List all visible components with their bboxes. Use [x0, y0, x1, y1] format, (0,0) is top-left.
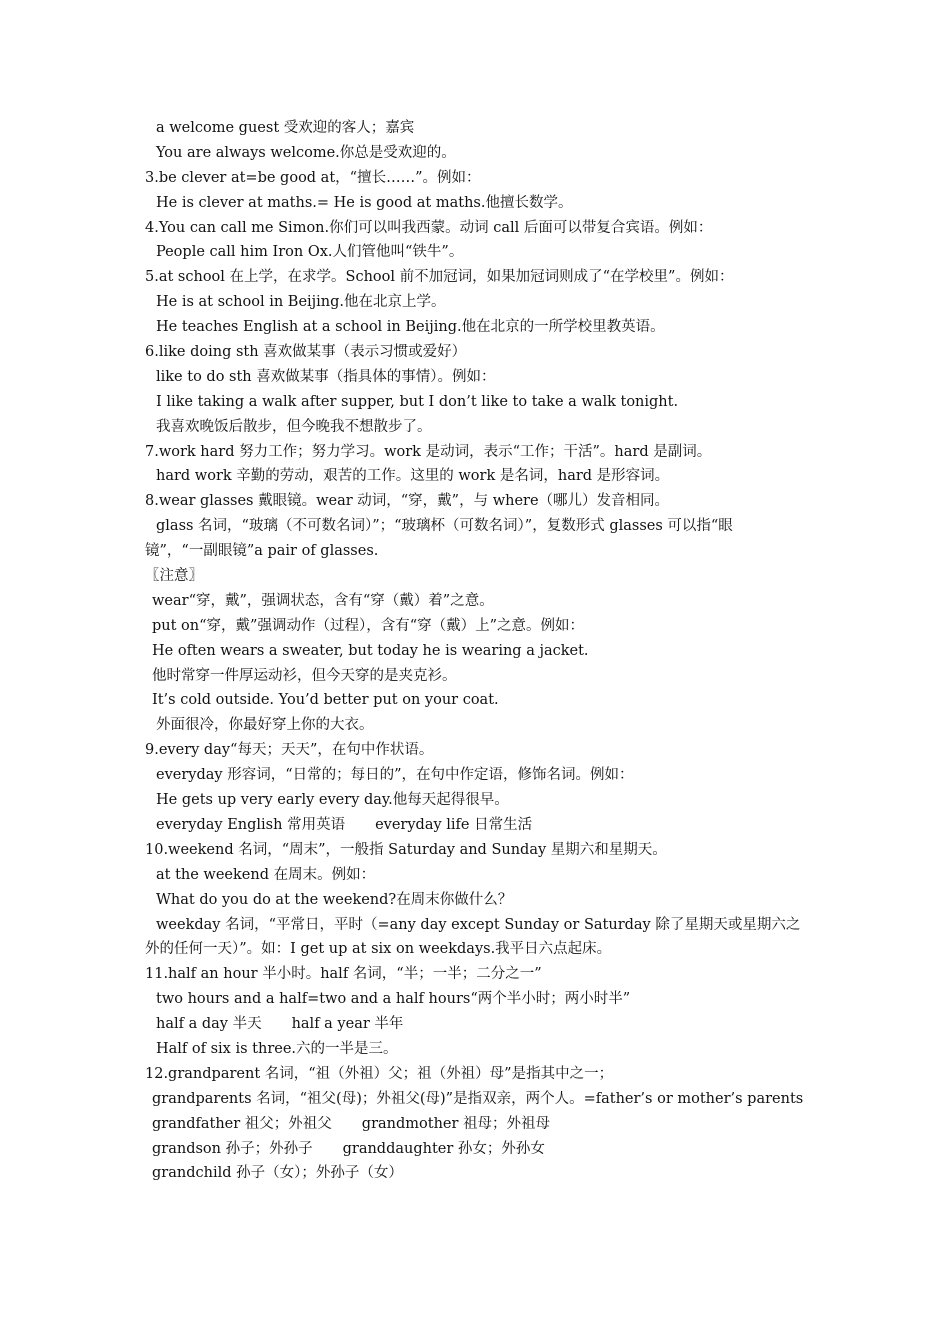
line-text: hard work 辛勤的劳动，艰苦的工作。这里的 work 是名词，hard 是形容词。 [156, 468, 670, 485]
text-line [145, 290, 810, 315]
line-text: 5.at school 在上学，在求学。School 前不加冠词，如果加冠词则成了“在学校里”。例如： [145, 269, 734, 286]
text-line [145, 1112, 810, 1137]
text-line [145, 166, 810, 191]
text-line [145, 1012, 810, 1037]
line-text: 〖注意〗 [145, 568, 203, 585]
text-line [145, 688, 810, 713]
line-text: Half of six is three.六的一半是三。 [156, 1040, 398, 1057]
text-line [145, 738, 810, 763]
line-text: everyday 形容词，“日常的；每日的”，在句中作定语，修饰名词。例如： [156, 767, 634, 784]
line-text: 7.work hard 努力工作；努力学习。work 是动词，表示“工作；干活”。hard 是副词。 [145, 443, 712, 460]
text-line [145, 1087, 810, 1112]
line-text: a welcome guest 受欢迎的客人；嘉宾 [156, 120, 415, 136]
text-line [145, 1037, 810, 1062]
line-text: He is at school in Beijing.他在北京上学。 [156, 294, 446, 311]
line-text-second: everyday life 日常生活 [375, 816, 533, 833]
line-text: You are always welcome.你总是受欢迎的。 [156, 144, 456, 161]
line-text: two hours and a half=two and a half hours“两个半小时；两小时半” [156, 991, 631, 1008]
line-text: glass 名词，“玻璃（不可数名词）”；“玻璃杯（可数名词）”，复数形式 glasses 可以指“眼 [156, 518, 733, 535]
line-text: weekday 名词，“平常日，平时（=any day except Sunday or Saturday 除了星期天或星期六之 [156, 916, 801, 933]
text-line [145, 440, 810, 465]
text-line [145, 315, 810, 340]
text-line [145, 340, 810, 365]
line-text: 外面很冷，你最好穿上你的大衣。 [156, 717, 374, 734]
line-text-second: granddaughter 孙女；外孙女 [342, 1140, 545, 1157]
line-text: wear“穿，戴”，强调状态，含有“穿（戴）着”之意。 [152, 592, 494, 609]
text-line [145, 415, 810, 440]
text-line [145, 838, 810, 863]
line-text-second: grandmother 祖母；外祖母 [361, 1115, 551, 1132]
line-text: It’s cold outside. You’d better put on your coat. [152, 692, 499, 709]
line-text: 4.You can call me Simon.你们可以叫我西蒙。动词 call 后面可以带复合宾语。例如： [145, 219, 713, 236]
line-text: like to do sth 喜欢做某事（指具体的事情）。例如： [156, 368, 496, 385]
line-text: grandfather 祖父；外祖父 [152, 1115, 332, 1132]
text-line [145, 987, 810, 1012]
line-text: 6.like doing sth 喜欢做某事（表示习惯或爱好） [145, 344, 467, 361]
text-line [145, 863, 810, 888]
line-text: 外的任何一天）”。如：I get up at six on weekdays.我平日六点起床。 [145, 941, 612, 958]
text-line [145, 763, 810, 788]
line-text: grandparents 名词，“祖父(母)；外祖父(母)”是指双亲，两个人。=father’s or mother’s parents [152, 1090, 804, 1107]
line-text: 3.be clever at=be good at，“擅长……”。例如： [145, 169, 481, 186]
document-body [145, 116, 810, 1186]
text-line [145, 589, 810, 614]
line-text: I like taking a walk after supper, but I don’t like to take a walk tonight. [156, 393, 679, 410]
text-line [145, 564, 810, 589]
line-text: What do you do at the weekend?在周末你做什么？ [156, 891, 513, 908]
line-text: grandchild 孙子（女）；外孙子（女） [152, 1165, 403, 1182]
line-text: put on“穿，戴”强调动作（过程），含有“穿（戴）上”之意。例如： [152, 617, 585, 634]
text-line [145, 464, 810, 489]
text-line [145, 265, 810, 290]
text-line [145, 1137, 810, 1162]
line-text: at the weekend 在周末。例如： [156, 866, 376, 883]
line-text: People call him Iron Ox.人们管他叫“铁牛”。 [156, 244, 464, 261]
text-line [145, 539, 810, 564]
line-text: 9.every day“每天；天天”，在句中作状语。 [145, 742, 434, 759]
line-text: He teaches English at a school in Beijing.他在北京的一所学校里教英语。 [156, 319, 665, 336]
text-line [145, 240, 810, 265]
text-line [145, 937, 810, 962]
text-line [145, 514, 810, 539]
text-line [145, 639, 810, 664]
text-line [145, 962, 810, 987]
line-text: 他时常穿一件厚运动衫，但今天穿的是夹克衫。 [152, 667, 457, 684]
line-text: 10.weekend 名词，“周末”，一般指 Saturday and Sunday 星期六和星期天。 [145, 841, 667, 858]
text-line [145, 1062, 810, 1087]
line-text: 12.grandparent 名词，“祖（外祖）父；祖（外祖）母”是指其中之一； [145, 1065, 614, 1082]
text-line [145, 365, 810, 390]
text-line [145, 813, 810, 838]
line-text: He often wears a sweater, but today he is wearing a jacket. [152, 642, 589, 659]
text-line [145, 489, 810, 514]
line-text: half a day 半天 [156, 1016, 262, 1033]
line-text: 11.half an hour 半小时。half 名词，“半；一半；二分之一” [145, 966, 542, 983]
line-text: He gets up very early every day.他每天起得很早。 [156, 792, 509, 809]
line-text: 我喜欢晚饭后散步，但今晚我不想散步了。 [156, 418, 432, 435]
line-text: 8.wear glasses 戴眼镜。wear 动词，“穿，戴”，与 where（哪儿）发音相同。 [145, 493, 670, 510]
text-line [145, 390, 810, 415]
line-text-second: half a year 半年 [291, 1016, 404, 1033]
text-line [145, 713, 810, 738]
text-line [145, 116, 810, 141]
text-line [145, 1161, 810, 1186]
text-line [145, 216, 810, 241]
line-text: 镜”，“一副眼镜”a pair of glasses. [145, 543, 379, 560]
text-line [145, 191, 810, 216]
line-text: He is clever at maths.= He is good at maths.他擅长数学。 [156, 194, 573, 211]
text-line [145, 664, 810, 689]
text-line [145, 913, 810, 938]
text-line [145, 141, 810, 166]
line-text: grandson 孙子；外孙子 [152, 1140, 313, 1157]
text-line [145, 888, 810, 913]
text-line [145, 788, 810, 813]
text-line [145, 614, 810, 639]
line-text: everyday English 常用英语 [156, 816, 346, 833]
